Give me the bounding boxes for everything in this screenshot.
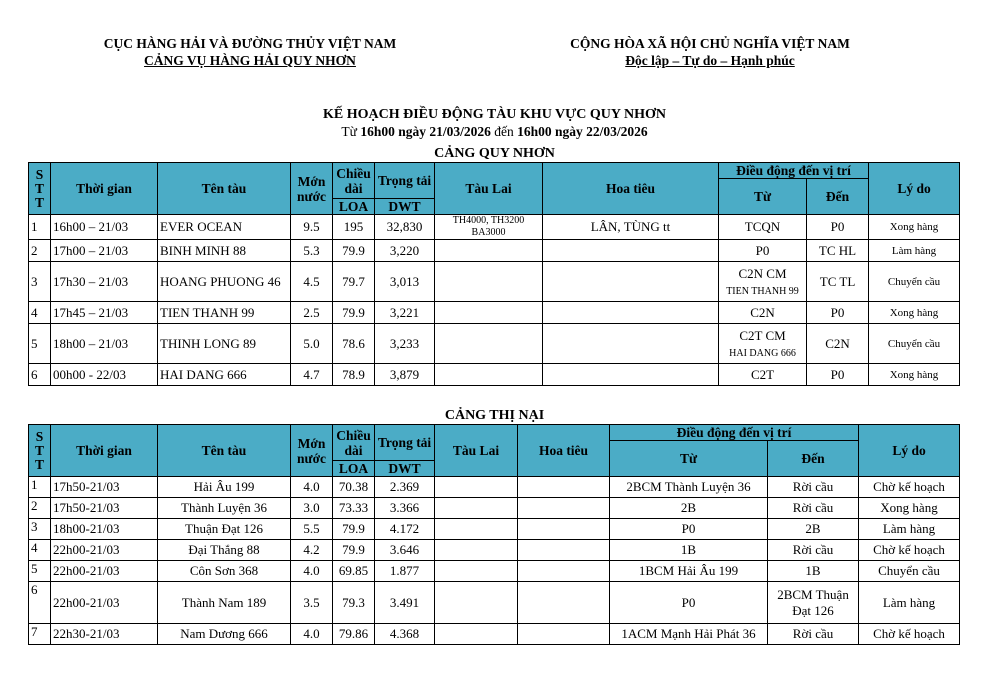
row-time: 17h30 – 21/03 bbox=[51, 262, 158, 302]
row-to: Rời cầu bbox=[768, 624, 859, 645]
row-loa: 79.9 bbox=[333, 302, 375, 324]
table-row bbox=[29, 540, 960, 561]
row-reason: Làm hàng bbox=[869, 240, 960, 262]
row-tug bbox=[435, 262, 543, 302]
row-tug bbox=[435, 364, 543, 386]
row-dwt: 3.366 bbox=[375, 498, 435, 519]
col-tonnage: Trọng tải bbox=[375, 163, 435, 199]
row-pilot bbox=[518, 477, 610, 498]
row-ship-name: BINH MINH 88 bbox=[158, 240, 291, 262]
row-tug-line2: BA3000 bbox=[471, 227, 506, 238]
table-row bbox=[29, 624, 960, 645]
row-from-position: C2N CM bbox=[738, 265, 787, 281]
col-pilot: Hoa tiêu bbox=[543, 163, 719, 215]
agency-header bbox=[60, 35, 440, 69]
row-pilot bbox=[518, 540, 610, 561]
row-reason: Làm hàng bbox=[859, 519, 960, 540]
row-from: 1ACM Mạnh Hải Phát 36 bbox=[610, 624, 768, 645]
table-row bbox=[29, 302, 960, 324]
row-draft: 9.5 bbox=[291, 215, 333, 240]
row-pilot bbox=[543, 324, 719, 364]
row-time: 22h00-21/03 bbox=[51, 540, 158, 561]
row-stt: 1 bbox=[29, 477, 51, 498]
row-loa: 79.9 bbox=[333, 540, 375, 561]
row-stt: 3 bbox=[29, 519, 51, 540]
row-loa: 195 bbox=[333, 215, 375, 240]
row-to: 2BCM Thuận Đạt 126 bbox=[768, 582, 859, 624]
row-from: 1BCM Hải Âu 199 bbox=[610, 561, 768, 582]
table-row bbox=[29, 215, 960, 240]
row-loa: 79.9 bbox=[333, 240, 375, 262]
col-tug: Tàu Lai bbox=[435, 425, 518, 477]
col-dwt: DWT bbox=[375, 461, 435, 477]
row-stt: 4 bbox=[29, 540, 51, 561]
table-row bbox=[29, 240, 960, 262]
row-pilot bbox=[543, 302, 719, 324]
col-move: Điều động đến vị trí bbox=[610, 425, 859, 441]
row-to: Rời cầu bbox=[768, 477, 859, 498]
row-from-sub: TIEN THANH 99 bbox=[726, 285, 799, 297]
col-stt: S T T bbox=[29, 425, 51, 477]
row-tug bbox=[435, 240, 543, 262]
row-from bbox=[719, 240, 807, 262]
document-period bbox=[0, 124, 989, 140]
row-loa: 79.86 bbox=[333, 624, 375, 645]
row-dwt: 4.368 bbox=[375, 624, 435, 645]
section-title-quy-nhon: CẢNG QUY NHƠN bbox=[434, 146, 555, 161]
row-tug bbox=[435, 624, 518, 645]
row-pilot bbox=[518, 498, 610, 519]
row-dwt: 3,220 bbox=[375, 240, 435, 262]
row-to: P0 bbox=[807, 215, 869, 240]
row-stt: 2 bbox=[29, 498, 51, 519]
row-ship-name: Thành Luyện 36 bbox=[158, 498, 291, 519]
row-stt: 2 bbox=[29, 240, 51, 262]
row-pilot bbox=[518, 561, 610, 582]
row-draft: 4.7 bbox=[291, 364, 333, 386]
national-header bbox=[520, 35, 900, 69]
row-tug bbox=[435, 302, 543, 324]
row-ship-name: Đại Thắng 88 bbox=[158, 540, 291, 561]
col-stt: S T T bbox=[29, 163, 51, 215]
col-pilot: Hoa tiêu bbox=[518, 425, 610, 477]
row-from: P0 bbox=[610, 519, 768, 540]
row-tug-line1: TH4000, TH3200 bbox=[452, 215, 525, 226]
row-pilot bbox=[518, 582, 610, 624]
document-title: KẾ HOẠCH ĐIỀU ĐỘNG TÀU KHU VỰC QUY NHƠN bbox=[322, 107, 667, 122]
row-time: 17h00 – 21/03 bbox=[51, 240, 158, 262]
table-row bbox=[29, 262, 960, 302]
row-from: P0 bbox=[610, 582, 768, 624]
col-length: Chiều dài bbox=[333, 163, 375, 199]
row-draft: 4.0 bbox=[291, 624, 333, 645]
row-ship-name: HAI DANG 666 bbox=[158, 364, 291, 386]
row-to: TC HL bbox=[807, 240, 869, 262]
period-connector: đến bbox=[490, 124, 518, 139]
row-reason: Xong hàng bbox=[859, 498, 960, 519]
period-prefix: Từ bbox=[341, 124, 361, 139]
row-dwt: 32,830 bbox=[375, 215, 435, 240]
period-to: 16h00 ngày 22/03/2026 bbox=[517, 124, 648, 139]
national-title: CỘNG HÒA XÃ HỘI CHỦ NGHĨA VIỆT NAM bbox=[570, 36, 850, 51]
row-tug bbox=[435, 498, 518, 519]
col-to: Đến bbox=[807, 179, 869, 215]
row-stt: 6 bbox=[29, 364, 51, 386]
row-draft: 5.3 bbox=[291, 240, 333, 262]
row-from bbox=[719, 302, 807, 324]
row-loa: 79.7 bbox=[333, 262, 375, 302]
row-dwt: 3.646 bbox=[375, 540, 435, 561]
row-reason: Làm hàng bbox=[859, 582, 960, 624]
col-length: Chiều dài bbox=[333, 425, 375, 461]
row-stt: 5 bbox=[29, 324, 51, 364]
row-from: 2B bbox=[610, 498, 768, 519]
row-stt: 5 bbox=[29, 561, 51, 582]
row-from bbox=[719, 324, 807, 364]
row-dwt: 3,233 bbox=[375, 324, 435, 364]
col-move: Điều động đến vị trí bbox=[719, 163, 869, 179]
col-ship: Tên tàu bbox=[158, 425, 291, 477]
row-reason: Xong hàng bbox=[869, 215, 960, 240]
col-loa: LOA bbox=[333, 461, 375, 477]
section-title-thi-nai: CẢNG THỊ NẠI bbox=[444, 408, 545, 423]
row-loa: 70.38 bbox=[333, 477, 375, 498]
col-loa: LOA bbox=[333, 199, 375, 215]
col-tug: Tàu Lai bbox=[435, 163, 543, 215]
col-time: Thời gian bbox=[51, 425, 158, 477]
row-draft: 3.5 bbox=[291, 582, 333, 624]
row-draft: 4.0 bbox=[291, 561, 333, 582]
row-from: 1B bbox=[610, 540, 768, 561]
row-reason: Chờ kế hoạch bbox=[859, 477, 960, 498]
row-from-position: TCQN bbox=[744, 219, 781, 234]
col-from: Từ bbox=[719, 179, 807, 215]
quy-nhon-table bbox=[28, 162, 960, 386]
row-time: 16h00 – 21/03 bbox=[51, 215, 158, 240]
row-reason: Chờ kế hoạch bbox=[859, 624, 960, 645]
row-dwt: 2.369 bbox=[375, 477, 435, 498]
col-tonnage: Trọng tải bbox=[375, 425, 435, 461]
row-dwt: 3,879 bbox=[375, 364, 435, 386]
row-from-position: P0 bbox=[755, 242, 770, 258]
national-motto: Độc lập – Tự do – Hạnh phúc bbox=[625, 53, 795, 68]
row-ship-name: Thuận Đạt 126 bbox=[158, 519, 291, 540]
row-to: P0 bbox=[807, 364, 869, 386]
row-dwt: 3,013 bbox=[375, 262, 435, 302]
row-draft: 5.5 bbox=[291, 519, 333, 540]
col-from: Từ bbox=[610, 441, 768, 477]
period-from: 16h00 ngày 21/03/2026 bbox=[360, 124, 491, 139]
row-from-position: C2T bbox=[750, 366, 775, 382]
row-time: 18h00-21/03 bbox=[51, 519, 158, 540]
row-reason: Xong hàng bbox=[869, 302, 960, 324]
table-row bbox=[29, 364, 960, 386]
row-dwt: 3.491 bbox=[375, 582, 435, 624]
row-ship-name: THINH LONG 89 bbox=[158, 324, 291, 364]
row-time: 17h50-21/03 bbox=[51, 498, 158, 519]
row-reason: Xong hàng bbox=[869, 364, 960, 386]
row-from-position: C2T CM bbox=[739, 327, 786, 343]
col-reason: Lý do bbox=[869, 163, 960, 215]
row-draft: 4.0 bbox=[291, 477, 333, 498]
row-time: 17h50-21/03 bbox=[51, 477, 158, 498]
row-pilot bbox=[543, 240, 719, 262]
col-draft: Mớn nước bbox=[291, 425, 333, 477]
row-time: 00h00 - 22/03 bbox=[51, 364, 158, 386]
table-row bbox=[29, 582, 960, 624]
row-time: 18h00 – 21/03 bbox=[51, 324, 158, 364]
row-pilot bbox=[518, 519, 610, 540]
row-to: C2N bbox=[807, 324, 869, 364]
col-reason: Lý do bbox=[859, 425, 960, 477]
row-to: 1B bbox=[768, 561, 859, 582]
table-row bbox=[29, 519, 960, 540]
table-row bbox=[29, 561, 960, 582]
col-dwt: DWT bbox=[375, 199, 435, 215]
row-draft: 5.0 bbox=[291, 324, 333, 364]
row-tug bbox=[435, 477, 518, 498]
row-ship-name: EVER OCEAN bbox=[158, 215, 291, 240]
row-pilot: LÂN, TÙNG tt bbox=[543, 215, 719, 240]
row-from bbox=[719, 262, 807, 302]
row-dwt: 4.172 bbox=[375, 519, 435, 540]
col-ship: Tên tàu bbox=[158, 163, 291, 215]
row-pilot bbox=[518, 624, 610, 645]
row-ship-name: Hải Âu 199 bbox=[158, 477, 291, 498]
row-dwt: 1.877 bbox=[375, 561, 435, 582]
row-loa: 73.33 bbox=[333, 498, 375, 519]
row-loa: 69.85 bbox=[333, 561, 375, 582]
row-stt: 7 bbox=[29, 624, 51, 645]
row-ship-name: Côn Sơn 368 bbox=[158, 561, 291, 582]
row-time: 22h00-21/03 bbox=[51, 561, 158, 582]
row-reason: Chuyển cầu bbox=[869, 262, 960, 302]
row-time: 22h30-21/03 bbox=[51, 624, 158, 645]
row-stt: 6 bbox=[29, 582, 51, 624]
row-tug bbox=[435, 582, 518, 624]
row-from-sub: HAI DANG 666 bbox=[729, 347, 796, 359]
row-from bbox=[719, 364, 807, 386]
col-draft: Mớn nước bbox=[291, 163, 333, 215]
row-from bbox=[719, 215, 807, 240]
row-ship-name: Thành Nam 189 bbox=[158, 582, 291, 624]
agency-name: CỤC HÀNG HẢI VÀ ĐƯỜNG THỦY VIỆT NAM bbox=[103, 36, 397, 51]
row-reason: Chuyển cầu bbox=[859, 561, 960, 582]
row-to: P0 bbox=[807, 302, 869, 324]
row-to: TC TL bbox=[807, 262, 869, 302]
row-reason: Chờ kế hoạch bbox=[859, 540, 960, 561]
row-tug bbox=[435, 215, 543, 240]
row-stt: 3 bbox=[29, 262, 51, 302]
row-ship-name: TIEN THANH 99 bbox=[158, 302, 291, 324]
row-draft: 2.5 bbox=[291, 302, 333, 324]
row-to: Rời cầu bbox=[768, 540, 859, 561]
row-tug bbox=[435, 561, 518, 582]
row-stt: 4 bbox=[29, 302, 51, 324]
table-row bbox=[29, 477, 960, 498]
row-loa: 78.6 bbox=[333, 324, 375, 364]
row-to: 2B bbox=[768, 519, 859, 540]
row-pilot bbox=[543, 262, 719, 302]
row-to: Rời cầu bbox=[768, 498, 859, 519]
row-ship-name: HOANG PHUONG 46 bbox=[158, 262, 291, 302]
row-tug bbox=[435, 324, 543, 364]
row-time: 17h45 – 21/03 bbox=[51, 302, 158, 324]
row-from: 2BCM Thành Luyện 36 bbox=[610, 477, 768, 498]
row-dwt: 3,221 bbox=[375, 302, 435, 324]
row-time: 22h00-21/03 bbox=[51, 582, 158, 624]
row-from-position: C2N bbox=[750, 304, 775, 320]
col-to: Đến bbox=[768, 441, 859, 477]
row-draft: 3.0 bbox=[291, 498, 333, 519]
row-reason: Chuyển cầu bbox=[869, 324, 960, 364]
table-row bbox=[29, 324, 960, 364]
row-loa: 79.3 bbox=[333, 582, 375, 624]
row-tug bbox=[435, 540, 518, 561]
row-loa: 78.9 bbox=[333, 364, 375, 386]
port-authority-name: CẢNG VỤ HÀNG HẢI QUY NHƠN bbox=[144, 53, 356, 68]
row-draft: 4.5 bbox=[291, 262, 333, 302]
row-stt: 1 bbox=[29, 215, 51, 240]
row-tug bbox=[435, 519, 518, 540]
col-time: Thời gian bbox=[51, 163, 158, 215]
row-pilot bbox=[543, 364, 719, 386]
row-loa: 79.9 bbox=[333, 519, 375, 540]
table-row bbox=[29, 498, 960, 519]
row-ship-name: Nam Dương 666 bbox=[158, 624, 291, 645]
row-draft: 4.2 bbox=[291, 540, 333, 561]
thi-nai-table bbox=[28, 424, 960, 645]
